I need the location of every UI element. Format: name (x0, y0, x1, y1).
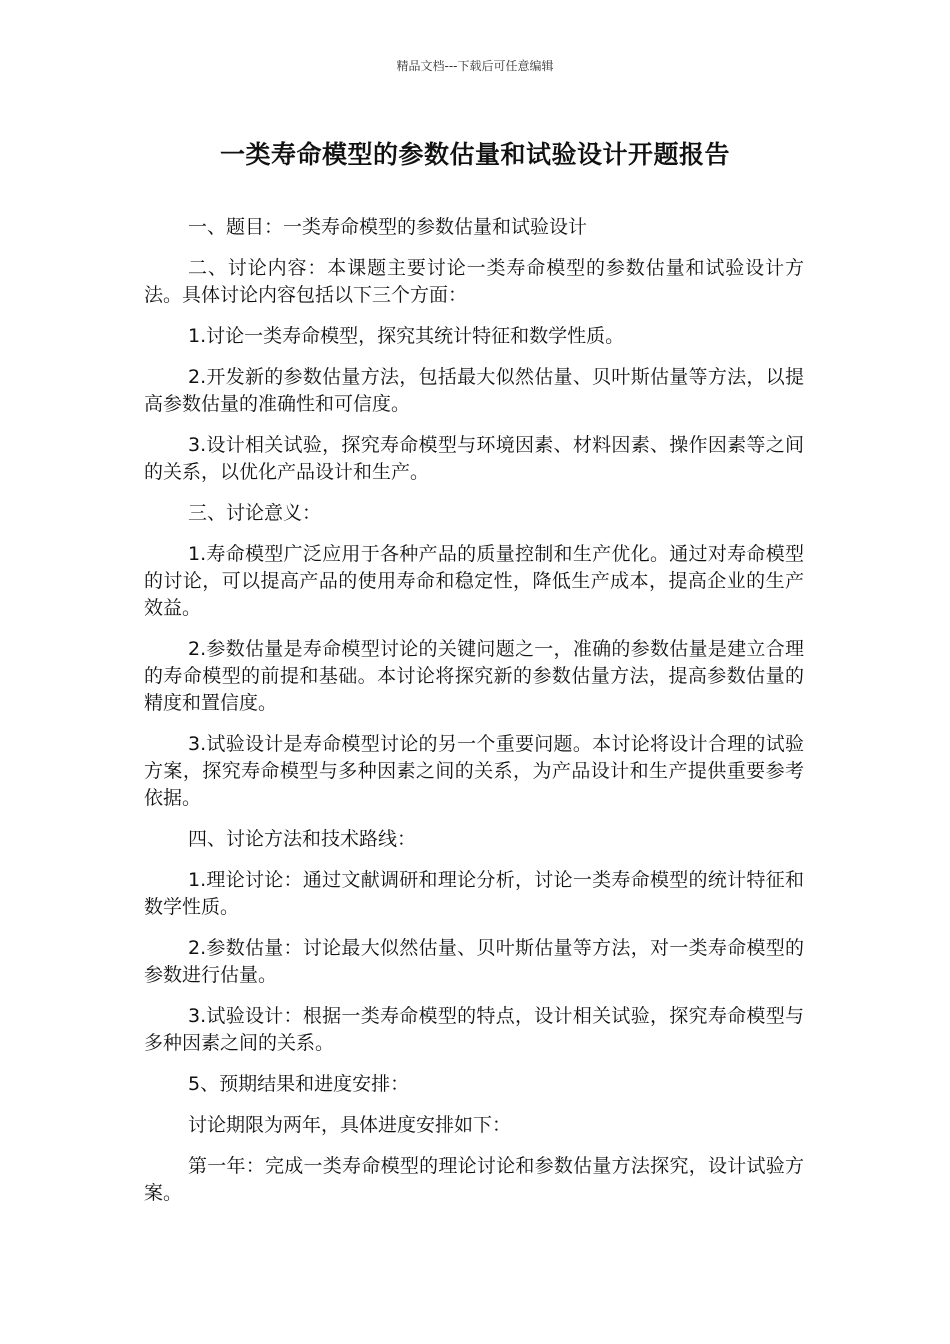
content-item: 1.讨论一类寿命模型，探究其统计特征和数学性质。 (188, 325, 625, 347)
section-significance: 三、讨论意义： (188, 502, 322, 524)
document-body (144, 214, 804, 1221)
significance-item: 2.参数估量是寿命模型讨论的关键问题之一，准确的参数估量是建立合理的寿命模型的前提和基础。本讨论将探究新的参数估量方法，提高参数估量的精度和置信度。 (144, 638, 804, 714)
document-title: 一类寿命模型的参数估量和试验设计开题报告 (219, 140, 730, 169)
section-content: 二、讨论内容：本课题主要讨论一类寿命模型的参数估量和试验设计方法。具体讨论内容包括以下三个方面： (144, 257, 804, 306)
schedule-item: 第一年：完成一类寿命模型的理论讨论和参数估量方法探究，设计试验方案。 (144, 1155, 804, 1204)
section-methods: 四、讨论方法和技术路线： (188, 828, 417, 850)
schedule-intro: 讨论期限为两年，具体进度安排如下： (188, 1114, 512, 1136)
methods-item: 1.理论讨论：通过文献调研和理论分析，讨论一类寿命模型的统计特征和数学性质。 (144, 869, 804, 918)
content-item: 3.设计相关试验，探究寿命模型与环境因素、材料因素、操作因素等之间的关系，以优化产品设计和生产。 (144, 434, 804, 483)
significance-item: 3.试验设计是寿命模型讨论的另一个重要问题。本讨论将设计合理的试验方案，探究寿命模型与多种因素之间的关系，为产品设计和生产提供重要参考依据。 (144, 733, 804, 809)
section-topic: 一、题目：一类寿命模型的参数估量和试验设计 (188, 216, 588, 238)
methods-item: 2.参数估量：讨论最大似然估量、贝叶斯估量等方法，对一类寿命模型的参数进行估量。 (144, 937, 804, 986)
methods-item: 3.试验设计：根据一类寿命模型的特点，设计相关试验，探究寿命模型与多种因素之间的关系。 (144, 1005, 804, 1054)
content-item: 2.开发新的参数估量方法，包括最大似然估量、贝叶斯估量等方法，以提高参数估量的准确性和可信度。 (144, 366, 804, 415)
section-schedule: 5、预期结果和进度安排： (188, 1073, 410, 1095)
header-note: 精品文档---下载后可任意编辑 (396, 59, 554, 73)
significance-item: 1.寿命模型广泛应用于各种产品的质量控制和生产优化。通过对寿命模型的讨论，可以提高产品的使用寿命和稳定性，降低生产成本，提高企业的生产效益。 (144, 543, 804, 619)
